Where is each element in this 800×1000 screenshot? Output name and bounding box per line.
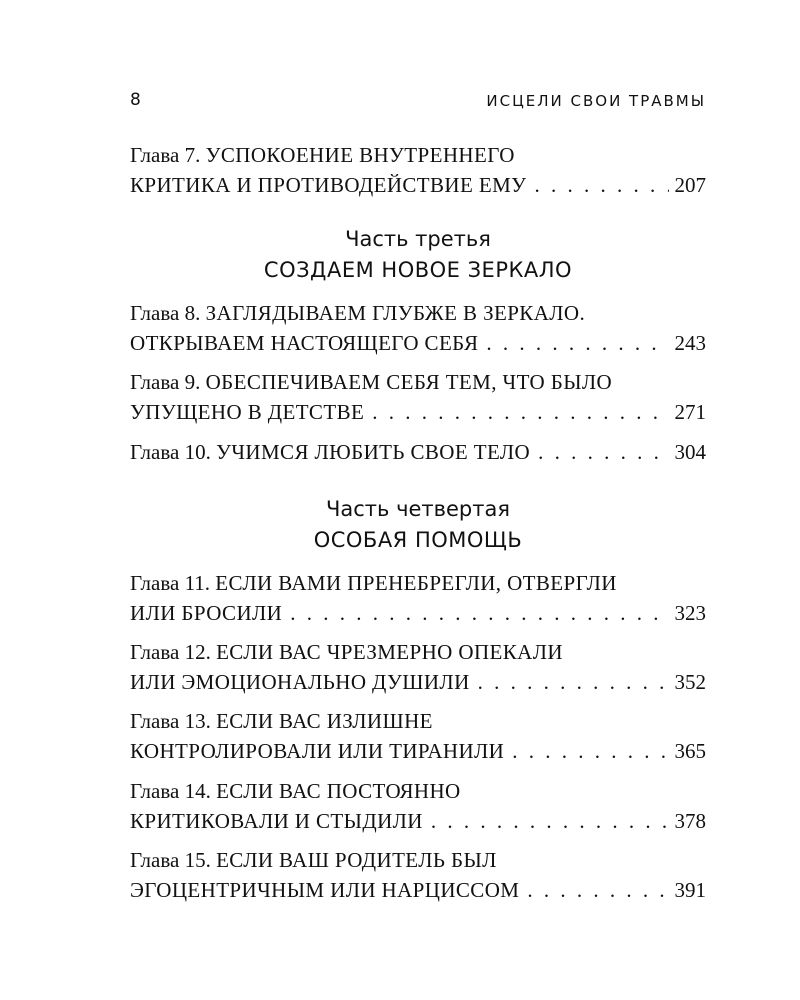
toc-entry-chapter-8[interactable]	[130, 298, 706, 358]
chapter-page-number: 323	[674, 601, 706, 625]
chapter-title-line2: КРИТИКОВАЛИ И СТЫДИЛИ	[130, 809, 423, 833]
toc-entry-chapter-9[interactable]	[130, 367, 706, 427]
chapter-page-number: 352	[674, 670, 706, 694]
part-number: Часть третья	[345, 227, 491, 251]
chapter-label: Глава 11.	[130, 571, 211, 595]
chapter-page-number: 207	[674, 173, 706, 197]
page-header	[130, 90, 706, 114]
chapter-title-line1: ЕСЛИ ВАС ИЗЛИШНЕ	[216, 709, 433, 733]
chapter-label: Глава 9.	[130, 370, 201, 394]
leader-dots	[538, 437, 668, 467]
chapter-title-line1: УЧИМСЯ ЛЮБИТЬ СВОЕ ТЕЛО	[216, 440, 531, 464]
chapter-title-line2: ОТКРЫВАЕМ НАСТОЯЩЕГО СЕБЯ	[130, 331, 479, 355]
chapter-title-line1: ЕСЛИ ВАШ РОДИТЕЛЬ БЫЛ	[216, 848, 497, 872]
chapter-title-line1: ОБЕСПЕЧИВАЕМ СЕБЯ ТЕМ, ЧТО БЫЛО	[205, 370, 613, 394]
toc-entry-chapter-14[interactable]	[130, 776, 706, 836]
chapter-page-number: 243	[674, 331, 706, 355]
page-number: 8	[130, 90, 141, 110]
toc-entry-chapter-15[interactable]	[130, 845, 706, 905]
chapter-title-line1: ЕСЛИ ВАС ПОСТОЯННО	[216, 779, 461, 803]
leader-dots	[372, 397, 668, 427]
chapter-label: Глава 12.	[130, 640, 211, 664]
leader-dots	[534, 170, 668, 200]
chapter-label: Глава 14.	[130, 779, 211, 803]
chapter-page-number: 378	[674, 809, 706, 833]
chapter-title-line2: УПУЩЕНО В ДЕТСТВЕ	[130, 400, 365, 424]
chapter-title-line2: КОНТРОЛИРОВАЛИ ИЛИ ТИРАНИЛИ	[130, 739, 505, 763]
leader-dots	[290, 598, 668, 628]
chapter-page-number: 391	[674, 878, 706, 902]
part-title: ОСОБАЯ ПОМОЩЬ	[313, 528, 523, 552]
part-number: Часть четвертая	[325, 497, 511, 521]
running-title: ИСЦЕЛИ СВОИ ТРАВМЫ	[486, 92, 706, 110]
chapter-title-line2: ЭГОЦЕНТРИЧНЫМ ИЛИ НАРЦИССОМ	[130, 878, 520, 902]
chapter-title-line2: КРИТИКА И ПРОТИВОДЕЙСТВИЕ ЕМУ	[130, 173, 527, 197]
chapter-title-line2: ИЛИ БРОСИЛИ	[130, 601, 283, 625]
leader-dots	[431, 806, 669, 836]
toc-entry-chapter-12[interactable]	[130, 637, 706, 697]
toc-entry-chapter-7[interactable]	[130, 140, 706, 200]
part-title: СОЗДАЕМ НОВОЕ ЗЕРКАЛО	[263, 258, 573, 282]
part-heading-3	[130, 224, 706, 286]
chapter-page-number: 365	[674, 739, 706, 763]
chapter-page-number: 304	[674, 440, 706, 464]
toc-entry-chapter-10[interactable]	[130, 437, 706, 467]
leader-dots	[512, 736, 668, 766]
chapter-label: Глава 10.	[130, 440, 211, 464]
toc-entry-chapter-13[interactable]	[130, 706, 706, 766]
leader-dots	[478, 667, 669, 697]
chapter-title-line1: ЕСЛИ ВАМИ ПРЕНЕБРЕГЛИ, ОТВЕРГЛИ	[215, 571, 617, 595]
chapter-title-line1: ЕСЛИ ВАС ЧРЕЗМЕРНО ОПЕКАЛИ	[216, 640, 563, 664]
chapter-title-line2: ИЛИ ЭМОЦИОНАЛЬНО ДУШИЛИ	[130, 670, 470, 694]
chapter-label: Глава 8.	[130, 301, 201, 325]
leader-dots	[486, 328, 668, 358]
leader-dots	[527, 875, 668, 905]
toc-entry-chapter-11[interactable]	[130, 568, 706, 628]
chapter-label: Глава 13.	[130, 709, 211, 733]
chapter-label: Глава 15.	[130, 848, 211, 872]
chapter-title-line1: УСПОКОЕНИЕ ВНУТРЕННЕГО	[205, 143, 515, 167]
chapter-page-number: 271	[674, 400, 706, 424]
part-heading-4	[130, 494, 706, 556]
chapter-title-line1: ЗАГЛЯДЫВАЕМ ГЛУБЖЕ В ЗЕРКАЛО.	[205, 301, 586, 325]
chapter-label: Глава 7.	[130, 143, 201, 167]
